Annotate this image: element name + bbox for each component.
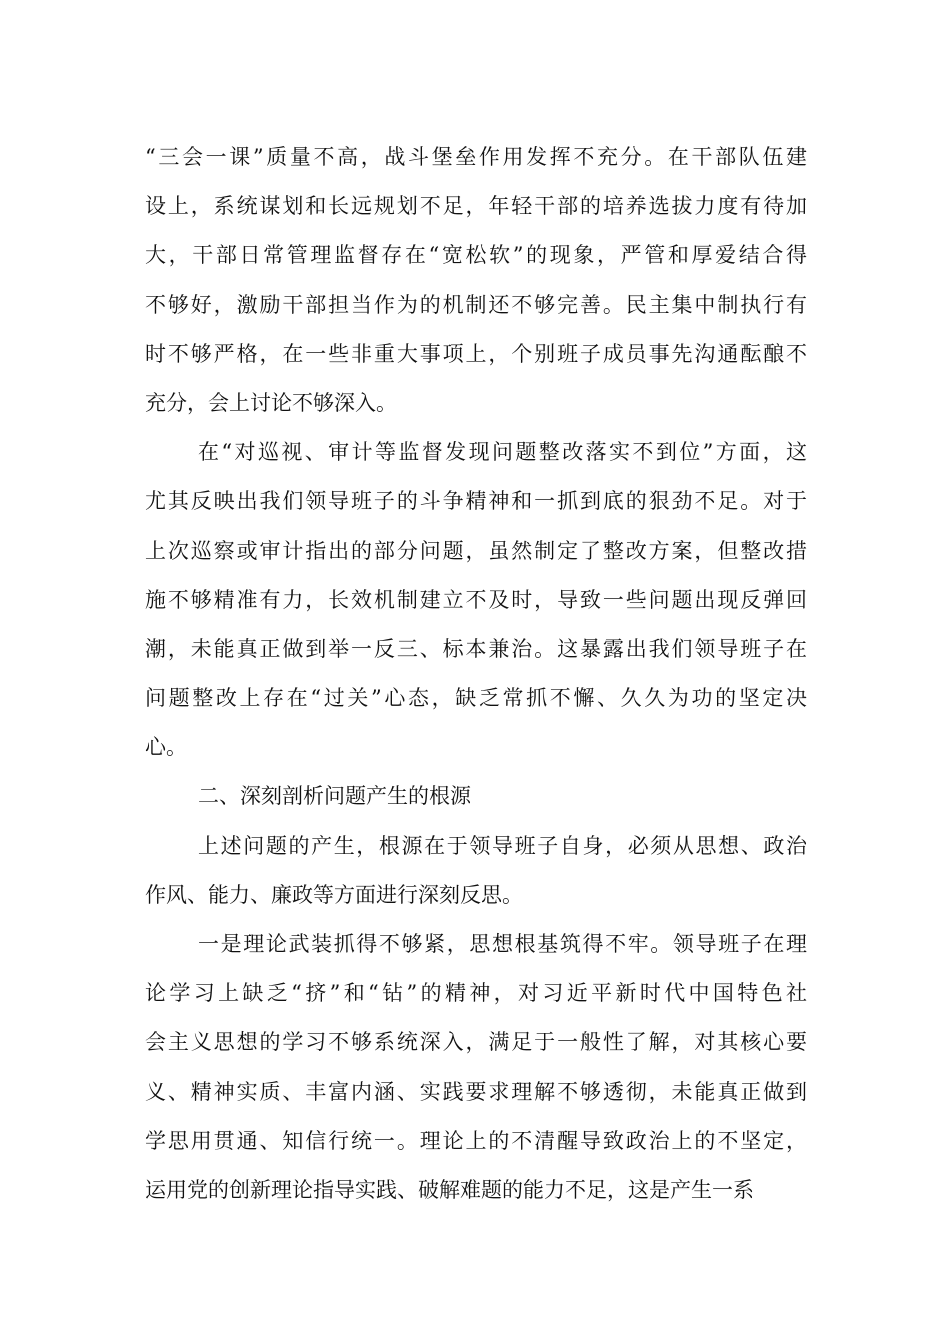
paragraph (145, 428, 807, 772)
paragraph (145, 133, 807, 428)
text-line: 问题整改上存在“过关”心态，缺乏常抓不懈、久久为功的坚定决 (145, 686, 807, 711)
text-line: 论学习上缺乏“挤”和“钻”的精神，对习近平新时代中国特色社 (145, 981, 807, 1006)
text-line: 义、精神实质、丰富内涵、实践要求理解不够透彻，未能真正做到 (145, 1079, 807, 1104)
text-line: 运用党的创新理论指导实践、破解难题的能力不足，这是产生一系 (145, 1177, 754, 1202)
text-line: 尤其反映出我们领导班子的斗争精神和一抓到底的狠劲不足。对于 (145, 489, 807, 514)
text-line: 充分，会上讨论不够深入。 (145, 390, 397, 415)
text-line: 会主义思想的学习不够系统深入，满足于一般性了解，对其核心要 (145, 1030, 807, 1055)
text-line: 设上，系统谋划和长远规划不足，年轻干部的培养选拔力度有待加 (145, 194, 807, 219)
text-line: 上次巡察或审计指出的部分问题，虽然制定了整改方案，但整改措 (145, 538, 807, 563)
text-line: 在“对巡视、审计等监督发现问题整改落实不到位”方面，这 (198, 440, 807, 465)
text-line: 时不够严格，在一些非重大事项上，个别班子成员事先沟通酝酿不 (145, 341, 807, 366)
text-line: 大，干部日常管理监督存在“宽松软”的现象，严管和厚爱结合得 (145, 243, 807, 268)
text-line: 学思用贯通、知信行统一。理论上的不清醒导致政治上的不坚定， (145, 1128, 807, 1153)
text-line: 上述问题的产生，根源在于领导班子自身，必须从思想、政治 (198, 833, 807, 858)
text-line: 心。 (145, 735, 187, 760)
section-heading (145, 772, 807, 821)
text-line: 二、深刻剖析问题产生的根源 (198, 784, 471, 809)
paragraph (145, 920, 807, 1215)
document-body (145, 133, 807, 1215)
paragraph (145, 822, 807, 920)
text-line: 作风、能力、廉政等方面进行深刻反思。 (145, 882, 523, 907)
text-line: 不够好，激励干部担当作为的机制还不够完善。民主集中制执行有 (145, 292, 807, 317)
text-line: 一是理论武装抓得不够紧，思想根基筑得不牢。领导班子在理 (198, 932, 807, 956)
text-line: “三会一课”质量不高，战斗堡垒作用发挥不充分。在干部队伍建 (145, 145, 807, 169)
text-line: 潮，未能真正做到举一反三、标本兼治。这暴露出我们领导班子在 (145, 636, 807, 661)
text-line: 施不够精准有力，长效机制建立不及时，导致一些问题出现反弹回 (145, 587, 807, 612)
